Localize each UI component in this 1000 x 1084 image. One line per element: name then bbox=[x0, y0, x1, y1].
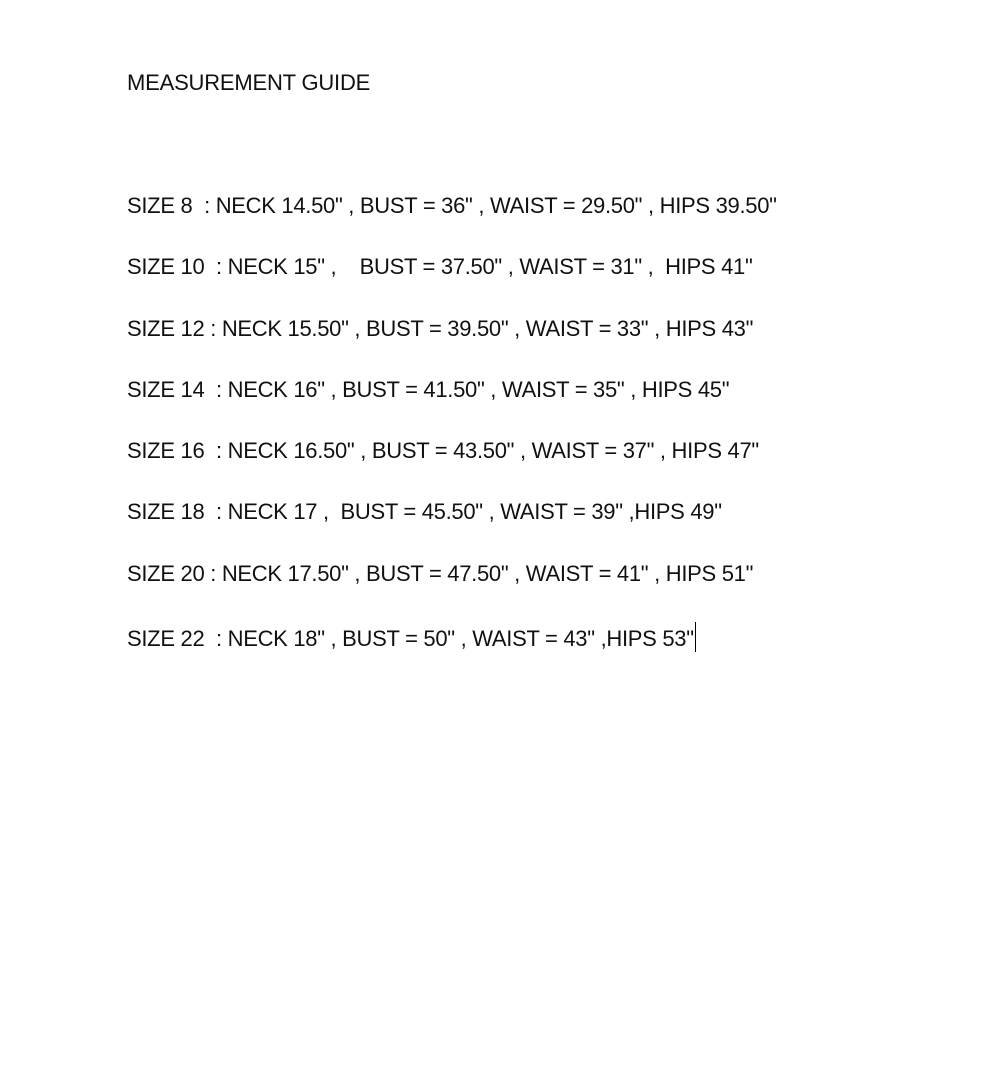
size-line-22-text: SIZE 22 : NECK 18" , BUST = 50" , WAIST = 43" ,HIPS 53" bbox=[127, 626, 694, 652]
document-title: MEASUREMENT GUIDE bbox=[127, 70, 371, 95]
size-line-8: SIZE 8 : NECK 14.50" , BUST = 36" , WAIST = 29.50" , HIPS 39.50" bbox=[127, 193, 777, 218]
size-line-20: SIZE 20 : NECK 17.50" , BUST = 47.50" , WAIST = 41" , HIPS 51" bbox=[127, 560, 754, 586]
size-line-22 bbox=[127, 622, 777, 652]
size-line-10: SIZE 10 : NECK 15" , BUST = 37.50" , WAIST = 31" , HIPS 41" bbox=[127, 254, 753, 280]
size-list bbox=[127, 193, 777, 683]
size-line-14: SIZE 14 : NECK 16" , BUST = 41.50" , WAIST = 35" , HIPS 45" bbox=[127, 376, 730, 402]
size-line-18: SIZE 18 : NECK 17 , BUST = 45.50" , WAIST = 39" ,HIPS 49" bbox=[127, 499, 722, 525]
size-line-16: SIZE 16 : NECK 16.50" , BUST = 43.50" , WAIST = 37" , HIPS 47" bbox=[127, 438, 759, 464]
text-cursor bbox=[695, 622, 696, 652]
size-line-12: SIZE 12 : NECK 15.50" , BUST = 39.50" , WAIST = 33" , HIPS 43" bbox=[127, 315, 754, 341]
